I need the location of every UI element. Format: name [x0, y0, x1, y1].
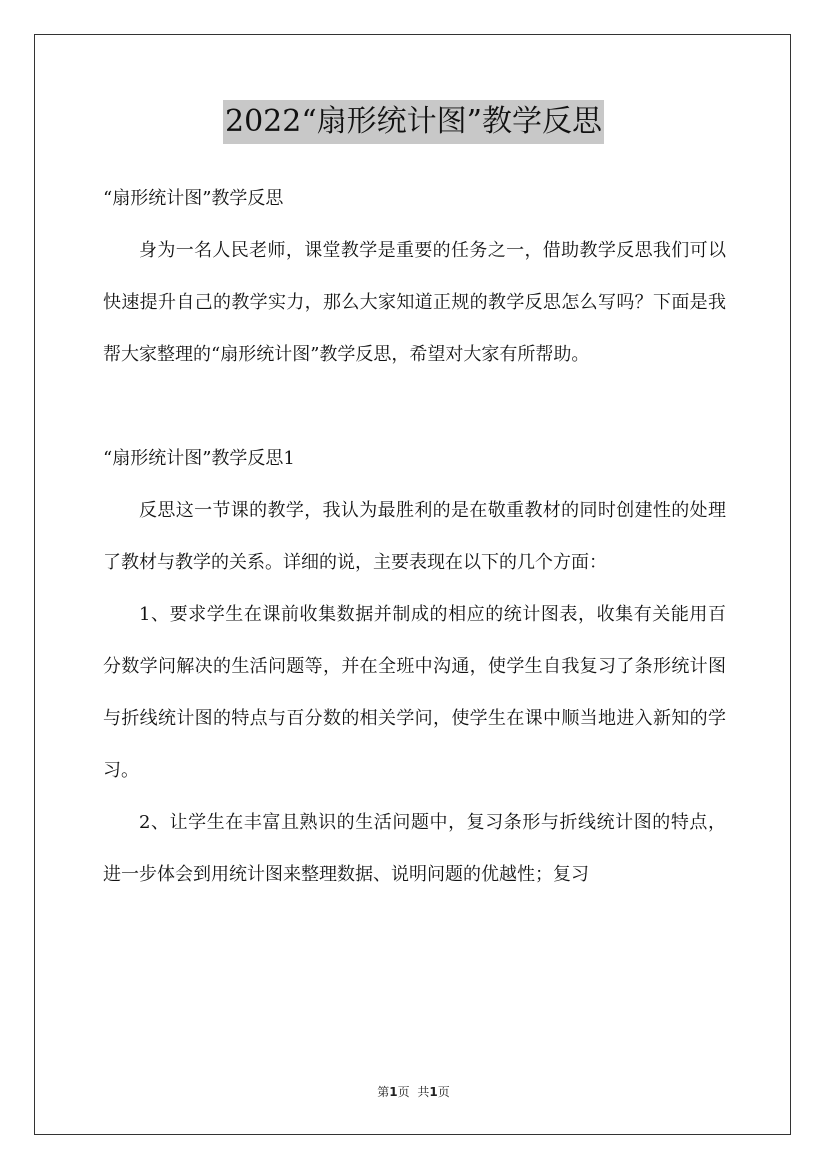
title-container [0, 100, 827, 144]
total-label-prefix: 共 [417, 1085, 430, 1099]
page-footer [0, 1083, 827, 1100]
body-paragraph: 2、让学生在丰富且熟识的生活问题中，复习条形与折线统计图的特点，进一步体会到用统计图来整理数据、说明问题的优越性；复习 [103, 812, 726, 885]
intro-paragraph: 身为一名人民老师，课堂教学是重要的任务之一，借助教学反思我们可以快速提升自己的教学实力，那么大家知道正规的教学反思怎么写吗？下面是我帮大家整理的“扇形统计图”教学反思，希望对大家有所帮助。 [103, 240, 726, 365]
page-label-suffix: 页 [397, 1085, 410, 1099]
document-body [103, 173, 726, 901]
body-paragraph: 反思这一节课的教学，我认为最胜利的是在敬重教材的同时创建性的处理了教材与教学的关系。详细的说，主要表现在以下的几个方面： [103, 500, 726, 573]
page-number: 1 [389, 1085, 398, 1099]
document-title: 2022“扇形统计图”教学反思 [223, 100, 604, 144]
total-label-suffix: 页 [437, 1085, 450, 1099]
body-paragraph: 1、要求学生在课前收集数据并制成的相应的统计图表，收集有关能用百分数学问解决的生活问题等，并在全班中沟通，使学生自我复习了条形统计图与折线统计图的特点与百分数的相关学问，使学生在课中顺当地进入新知的学习。 [103, 604, 726, 781]
page-label-prefix: 第 [377, 1085, 390, 1099]
section-heading: “扇形统计图”教学反思1 [103, 448, 295, 469]
total-pages: 1 [429, 1085, 438, 1099]
document-heading: “扇形统计图”教学反思 [103, 188, 284, 209]
